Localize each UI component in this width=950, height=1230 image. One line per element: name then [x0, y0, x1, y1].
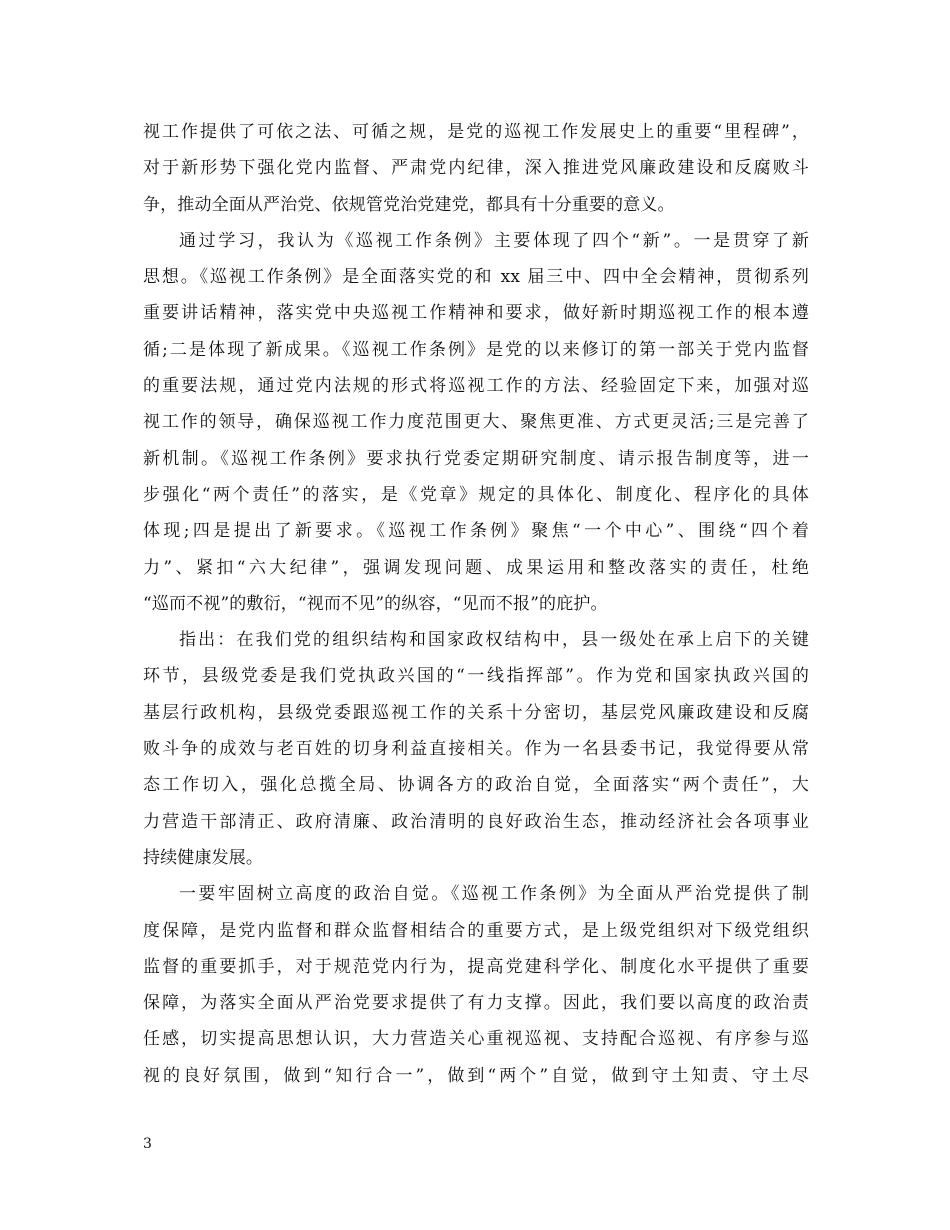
text-line: 度保障，是党内监督和群众监督相结合的重要方式，是上级党组织对下级党组织	[143, 920, 809, 941]
text-line: 视工作提供了可依之法、可循之规，是党的巡视工作发展史上的重要“里程碑”，	[143, 122, 809, 142]
text-line: 视的良好氛围，做到“知行合一”，做到“两个”自觉，做到守土知责、守土尽	[143, 1065, 809, 1086]
text-line: 基层行政机构，县级党委跟巡视工作的关系十分密切，基层党风廉政建设和反腐	[143, 702, 809, 723]
text-line: 力”、紧扣“六大纪律”，强调发现问题、成果运用和整改落实的责任，杜绝	[143, 557, 809, 578]
text-line: 环节，县级党委是我们党执政兴国的“一线指挥部”。作为党和国家执政兴国的	[143, 666, 809, 687]
text-line: 监督的重要抓手，对于规范党内行为，提高党建科学化、制度化水平提供了重要	[143, 956, 809, 977]
text-line: 指出：在我们党的组织结构和国家政权结构中，县一级处在承上启下的关键	[179, 630, 809, 651]
text-line: 通过学习，我认为《巡视工作条例》主要体现了四个“新”。一是贯穿了新	[179, 230, 809, 251]
text-line: 力营造干部清正、政府清廉、政治清明的良好政治生态，推动经济社会各项事业	[143, 811, 809, 832]
text-line: 持续健康发展。	[143, 847, 264, 868]
page-number: 3	[143, 1136, 152, 1152]
text-line: “巡而不视”的敷衍，“视而不见”的纵容，“见而不报”的庇护。	[143, 593, 608, 614]
text-line: 败斗争的成效与老百姓的切身利益直接相关。作为一名县委书记，我觉得要从常	[143, 739, 809, 760]
text-line: 任感，切实提高思想认识，大力营造关心重视巡视、支持配合巡视、有序参与巡	[143, 1029, 809, 1050]
text-line: 争，推动全面从严治党、依规管党治党建党，都具有十分重要的意义。	[143, 194, 675, 215]
text-line: 一要牢固树立高度的政治自觉。《巡视工作条例》为全面从严治党提供了制	[179, 884, 809, 905]
text-line: 重要讲话精神，落实党中央巡视工作精神和要求，做好新时期巡视工作的根本遵	[143, 303, 809, 324]
text-line: 新机制。《巡视工作条例》要求执行党委定期研究制度、请示报告制度等，进一	[143, 448, 809, 469]
text-line: 体现;四是提出了新要求。《巡视工作条例》聚焦“一个中心”、围绕“四个着	[143, 521, 809, 542]
text-line: 对于新形势下强化党内监督、严肃党内纪律，深入推进党风廉政建设和反腐败斗	[143, 158, 809, 179]
text-line: 视工作的领导，确保巡视工作力度范围更大、聚焦更准、方式更灵活;三是完善了	[143, 412, 809, 433]
text-line: 保障，为落实全面从严治党要求提供了有力支撑。因此，我们要以高度的政治责	[143, 993, 809, 1014]
body-text	[143, 114, 809, 1094]
text-line: 的重要法规，通过党内法规的形式将巡视工作的方法、经验固定下来，加强对巡	[143, 376, 809, 397]
text-line: 态工作切入，强化总揽全局、协调各方的政治自觉，全面落实“两个责任”，大	[143, 775, 809, 796]
text-line: 步强化“两个责任”的落实，是《党章》规定的具体化、制度化、程序化的具体	[143, 484, 809, 505]
text-line: 思想。《巡视工作条例》是全面落实党的和 xx 届三中、四中全会精神，贯彻系列	[143, 267, 809, 288]
text-line: 循;二是体现了新成果。《巡视工作条例》是党的以来修订的第一部关于党内监督	[143, 339, 809, 360]
